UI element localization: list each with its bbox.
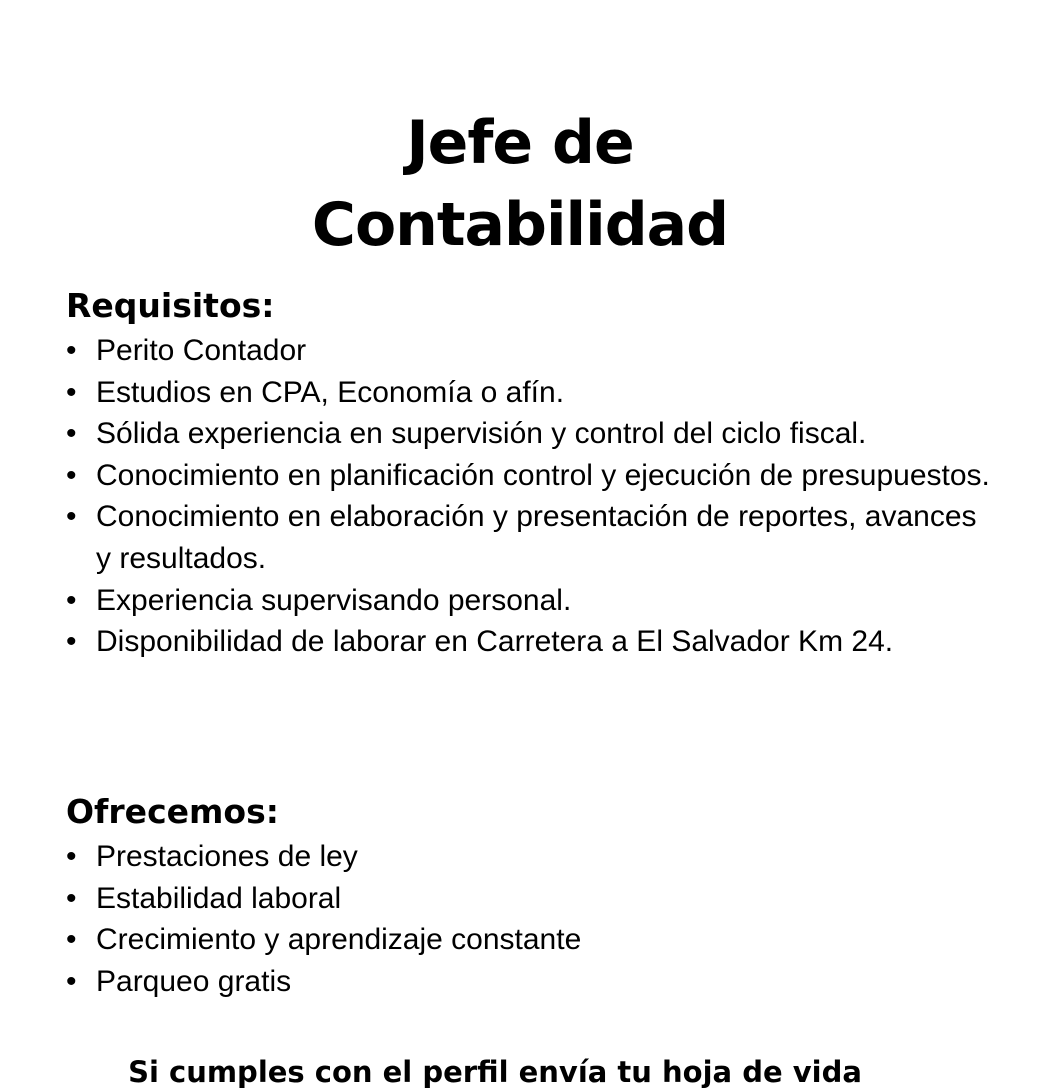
list-item: • Estabilidad laboral (66, 878, 996, 920)
page-title (0, 102, 1040, 266)
requisitos-heading: Requisitos: (66, 286, 275, 325)
title-line-2: Contabilidad (311, 190, 729, 261)
list-item: • Parqueo gratis (66, 961, 996, 1003)
ofrecemos-heading: Ofrecemos: (66, 792, 279, 831)
list-item: • Conocimiento en planificación control y ejecución de presupuestos. (66, 455, 996, 497)
list-item: • Disponibilidad de laborar en Carretera a El Salvador Km 24. (66, 621, 996, 663)
requisitos-list (66, 330, 996, 663)
list-item: • Sólida experiencia en supervisión y control del ciclo fiscal. (66, 413, 996, 455)
list-item: • Crecimiento y aprendizaje constante (66, 919, 996, 961)
list-item: • Experiencia supervisando personal. (66, 580, 996, 622)
list-item: • Conocimiento en elaboración y presentación de reportes, avances y resultados. (66, 496, 996, 579)
title-line-1: Jefe de (406, 108, 634, 179)
ofrecemos-list (66, 836, 996, 1002)
list-item: • Perito Contador (66, 330, 996, 372)
list-item: • Estudios en CPA, Economía o afín. (66, 372, 996, 414)
list-item: • Prestaciones de ley (66, 836, 996, 878)
footer-call-to-action: Si cumples con el perfil envía tu hoja de vida (128, 1055, 862, 1089)
